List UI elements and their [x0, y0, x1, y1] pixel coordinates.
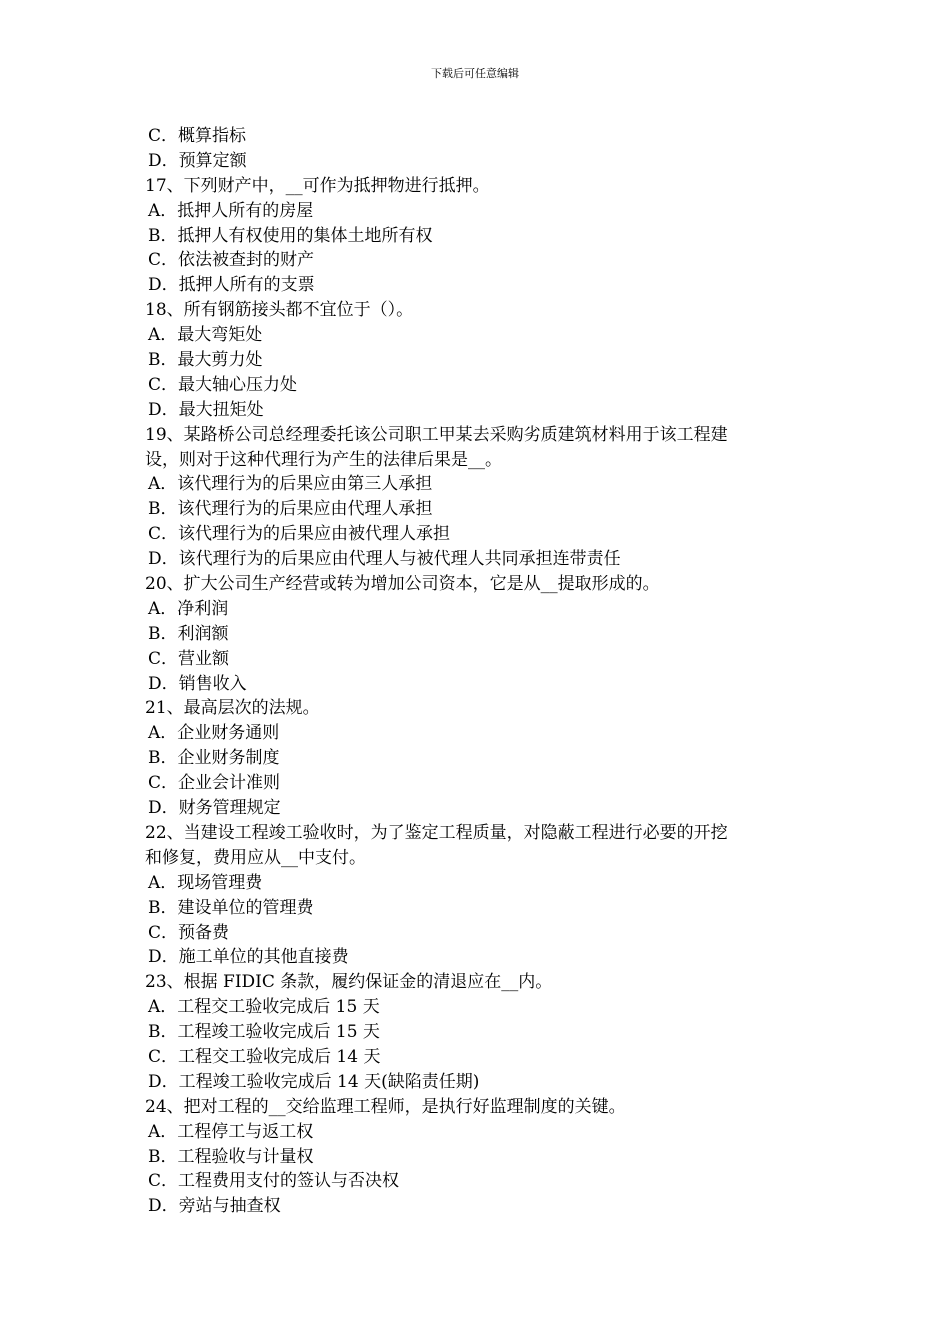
answer-option: D．旁站与抽查权	[148, 1196, 281, 1217]
answer-option: A．该代理行为的后果应由第三人承担	[148, 474, 433, 495]
answer-option: A．工程停工与返工权	[148, 1121, 314, 1142]
answer-option: D．销售收入	[148, 673, 247, 694]
answer-option: C．企业会计准则	[148, 773, 281, 794]
answer-option: B．最大剪力处	[148, 350, 263, 371]
answer-option: B．企业财务制度	[148, 748, 280, 769]
answer-option: C．最大轴心压力处	[148, 374, 298, 395]
answer-option: A．现场管理费	[148, 872, 263, 893]
question-text: 17、下列财产中，__可作为抵押物进行抵押。	[145, 175, 490, 196]
question-text: 和修复，费用应从__中支付。	[145, 847, 366, 868]
question-text: 23、根据 FIDIC 条款，履约保证金的清退应在__内。	[145, 972, 553, 993]
answer-option: D．工程竣工验收完成后 14 天(缺陷责任期)	[148, 1071, 480, 1092]
answer-option: B．工程竣工验收完成后 15 天	[148, 1022, 380, 1043]
answer-option: B．利润额	[148, 623, 229, 644]
answer-option: B．建设单位的管理费	[148, 897, 314, 918]
answer-option: D．抵押人所有的支票	[148, 275, 315, 296]
answer-option: C．营业额	[148, 648, 230, 669]
answer-option: D．财务管理规定	[148, 798, 281, 819]
answer-option: D．施工单位的其他直接费	[148, 947, 349, 968]
answer-option: C．依法被查封的财产	[148, 250, 315, 271]
document-body	[145, 124, 815, 1219]
answer-option: C．预备费	[148, 922, 230, 943]
answer-option: D．最大扭矩处	[148, 399, 264, 420]
answer-option: C．工程交工验收完成后 14 天	[148, 1046, 381, 1067]
answer-option: D．预算定额	[148, 150, 247, 171]
answer-option: B．工程验收与计量权	[148, 1146, 314, 1167]
answer-option: A．工程交工验收完成后 15 天	[148, 997, 380, 1018]
answer-option: A．最大弯矩处	[148, 325, 263, 346]
question-text: 18、所有钢筋接头都不宜位于（）。	[145, 300, 414, 321]
answer-option: A．抵押人所有的房屋	[148, 200, 314, 221]
question-text: 20、扩大公司生产经营或转为增加公司资本，它是从__提取形成的。	[145, 574, 660, 595]
question-text: 24、把对工程的__交给监理工程师，是执行好监理制度的关键。	[145, 1096, 626, 1117]
answer-option: B．该代理行为的后果应由代理人承担	[148, 499, 433, 520]
answer-option: C．该代理行为的后果应由被代理人承担	[148, 524, 451, 545]
question-text: 设，则对于这种代理行为产生的法律后果是__。	[145, 449, 502, 470]
question-text: 21、最高层次的法规。	[145, 698, 320, 719]
answer-option: C．工程费用支付的签认与否决权	[148, 1171, 400, 1192]
answer-option: A．净利润	[148, 598, 229, 619]
answer-option: C．概算指标	[148, 126, 247, 146]
answer-option: D．该代理行为的后果应由代理人与被代理人共同承担连带责任	[148, 549, 621, 570]
question-text: 22、当建设工程竣工验收时，为了鉴定工程质量，对隐蔽工程进行必要的开挖	[145, 822, 728, 843]
answer-option: B．抵押人有权使用的集体土地所有权	[148, 225, 433, 246]
question-text: 19、某路桥公司总经理委托该公司职工甲某去采购劣质建筑材料用于该工程建	[145, 424, 728, 445]
page-header: 下载后可任意编辑	[431, 67, 519, 80]
answer-option: A．企业财务通则	[148, 723, 280, 744]
